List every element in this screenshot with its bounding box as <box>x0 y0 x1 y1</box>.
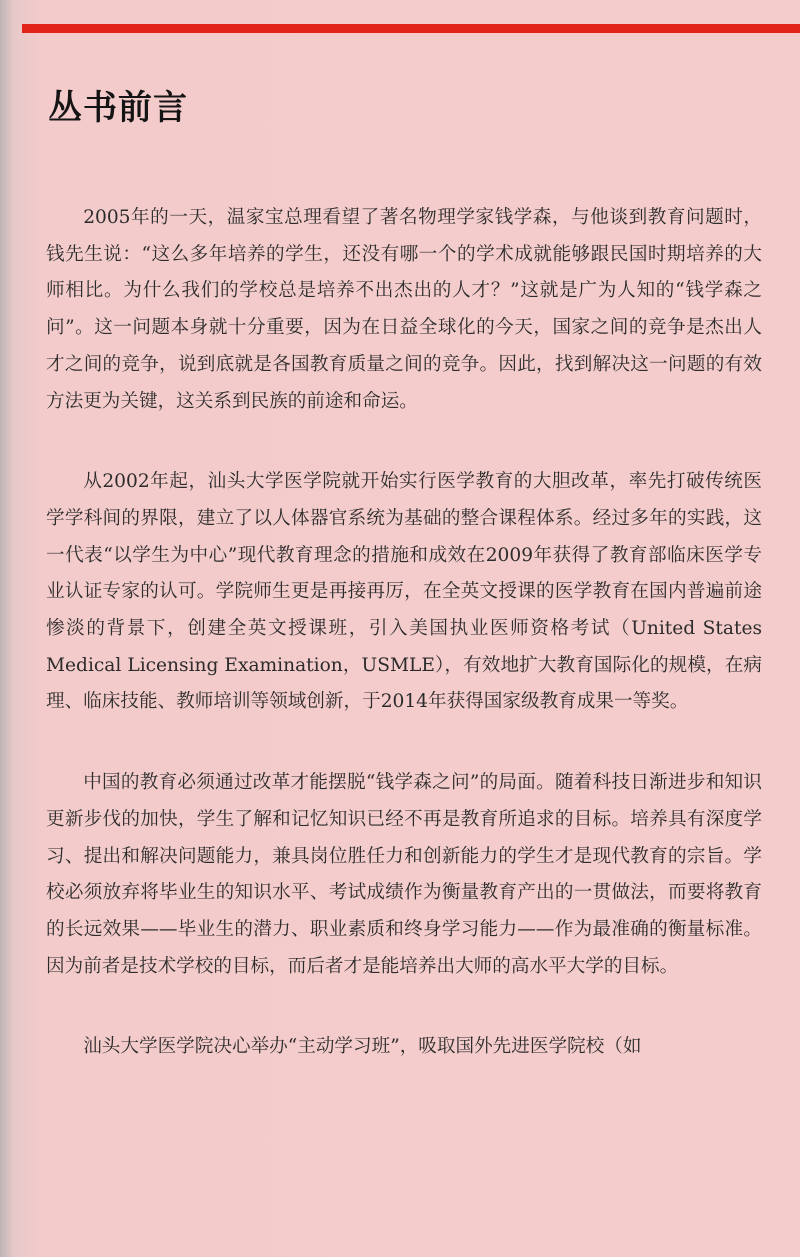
paragraph-1: 2005年的一天，温家宝总理看望了著名物理学家钱学森，与他谈到教育问题时，钱先生说：“这么多年培养的学生，还没有哪一个的学术成就能够跟民国时期培养的大师相比。为什么我们的学校总是培养不出杰出的人才？”这就是广为人知的“钱学森之问”。这一问题本身就十分重要，因为在日益全球化的今天，国家之间的竞争是杰出人才之间的竞争，说到底就是各国教育质量之间的竞争。因此，找到解决这一问题的有效方法更为关键，这关系到民族的前途和命运。 <box>46 207 762 412</box>
top-red-rule <box>22 24 800 33</box>
paragraph-2: 从2002年起，汕头大学医学院就开始实行医学教育的大胆改革，率先打破传统医学学科间的界限，建立了以人体器官系统为基础的整合课程体系。经过多年的实践，这一代表“以学生为中心”现代教育理念的措施和成效在2009年获得了教育部临床医学专业认证专家的认可。学院师生更是再接再厉，在全英文授课的医学教育在国内普遍前途惨淡的背景下，创建全英文授课班，引入美国执业医师资格考试（United States Medical Licensing Examination，USMLE），有效地扩大教育国际化的规模，在病理、临床技能、教师培训等领域创新，于2014年获得国家级教育成果一等奖。 <box>46 471 762 713</box>
paragraph-3: 中国的教育必须通过改革才能摆脱“钱学森之问”的局面。随着科技日渐进步和知识更新步伐的加快，学生了解和记忆知识已经不再是教育所追求的目标。培养具有深度学习、提出和解决问题能力，兼具岗位胜任力和创新能力的学生才是现代教育的宗旨。学校必须放弃将毕业生的知识水平、考试成绩作为衡量教育产出的一贯做法，而要将教育的长远效果——毕业生的潜力、职业素质和终身学习能力——作为最准确的衡量标准。因为前者是技术学校的目标，而后者才是能培养出大师的高水平大学的目标。 <box>46 772 762 977</box>
page-title: 丛书前言 <box>48 88 188 128</box>
preface-body <box>46 200 762 1110</box>
paragraph-4: 汕头大学医学院决心举办“主动学习班”，吸取国外先进医学院校（如 <box>83 1036 642 1058</box>
